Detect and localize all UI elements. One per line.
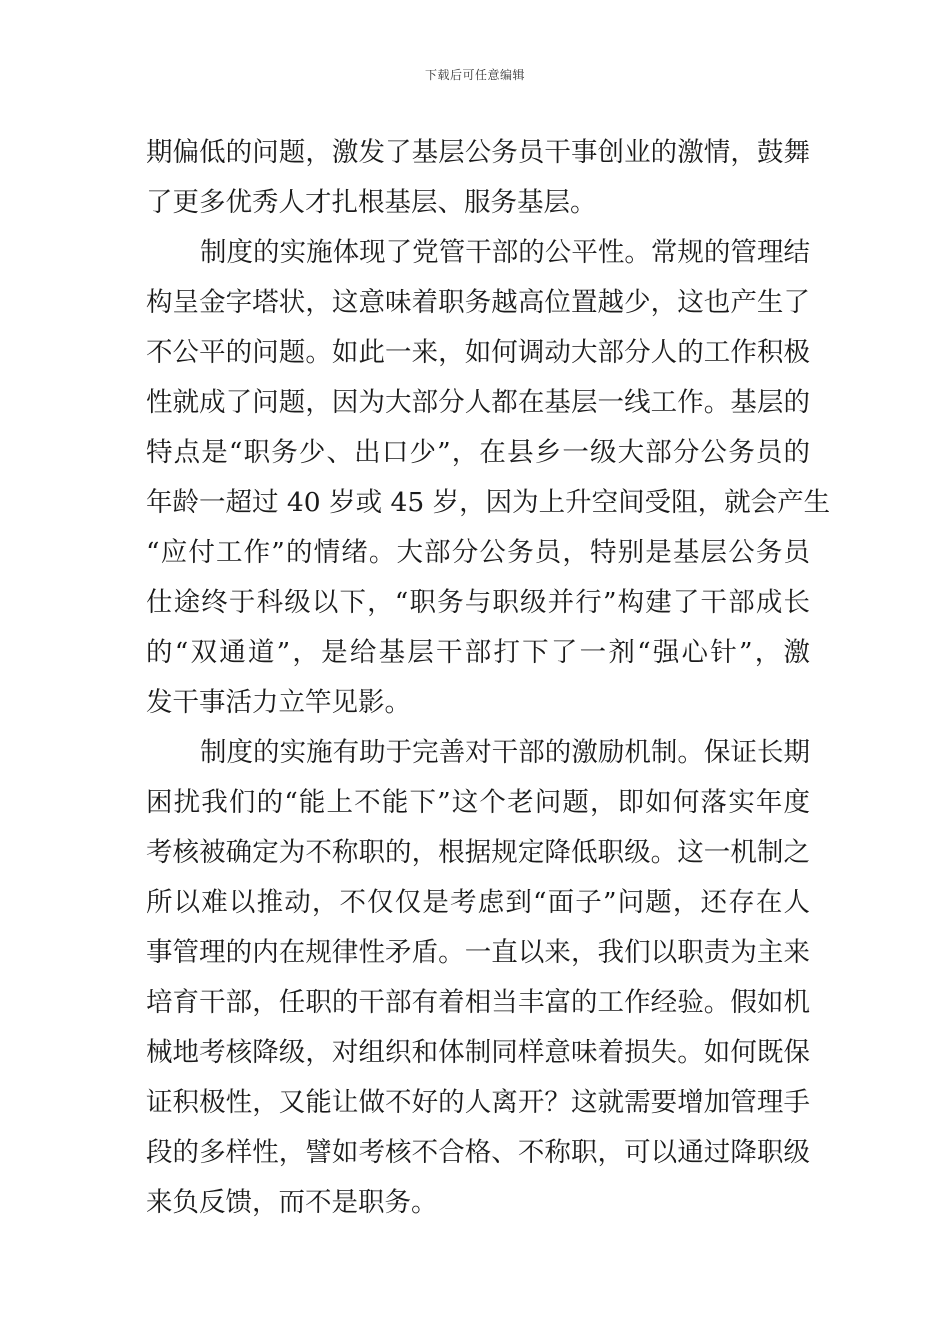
text-line: 了更多优秀人才扎根基层、服务基层。 <box>146 187 597 218</box>
paragraph <box>146 128 810 228</box>
text-line: 段的多样性，譬如考核不合格、不称职，可以通过降职级 <box>146 1137 810 1168</box>
text-line: 不公平的问题。如此一来，如何调动大部分人的工作积极 <box>146 337 810 368</box>
text-line: 年龄一超过 40 岁或 45 岁，因为上升空间受阻，就会产生 <box>146 487 831 518</box>
text-line: 困扰我们的“能上不能下”这个老问题，即如何落实年度 <box>146 787 810 818</box>
text-line: 来负反馈，而不是职务。 <box>146 1187 438 1218</box>
text-line: 培育干部，任职的干部有着相当丰富的工作经验。假如机 <box>146 987 810 1018</box>
text-line: 事管理的内在规律性矛盾。一直以来，我们以职责为主来 <box>146 937 810 968</box>
text-line: 性就成了问题，因为大部分人都在基层一线工作。基层的 <box>146 387 810 418</box>
paragraph <box>146 228 831 728</box>
text-line: 械地考核降级，对组织和体制同样意味着损失。如何既保 <box>146 1037 810 1068</box>
text-line: 发干事活力立竿见影。 <box>146 687 411 718</box>
text-line: 特点是“职务少、出口少”，在县乡一级大部分公务员的 <box>146 437 810 468</box>
text-line: 所以难以推动，不仅仅是考虑到“面子”问题，还存在人 <box>146 887 810 918</box>
document-body <box>146 128 831 1228</box>
page-header: 下载后可任意编辑 <box>424 68 525 82</box>
text-line: 制度的实施有助于完善对干部的激励机制。保证长期 <box>200 737 810 768</box>
text-line: 仕途终于科级以下，“职务与职级并行”构建了干部成长 <box>146 587 810 618</box>
text-line: 制度的实施体现了党管干部的公平性。常规的管理结 <box>200 237 810 268</box>
paragraph <box>146 728 810 1228</box>
text-line: 考核被确定为不称职的，根据规定降低职级。这一机制之 <box>146 837 810 868</box>
text-line: 证积极性，又能让做不好的人离开？这就需要增加管理手 <box>146 1087 810 1118</box>
text-line: “应付工作”的情绪。大部分公务员，特别是基层公务员 <box>146 537 810 568</box>
text-line: 期偏低的问题，激发了基层公务员干事创业的激情，鼓舞 <box>146 137 810 168</box>
text-line: 的“双通道”，是给基层干部打下了一剂“强心针”，激 <box>146 637 810 668</box>
text-line: 构呈金字塔状，这意味着职务越高位置越少，这也产生了 <box>146 287 810 318</box>
